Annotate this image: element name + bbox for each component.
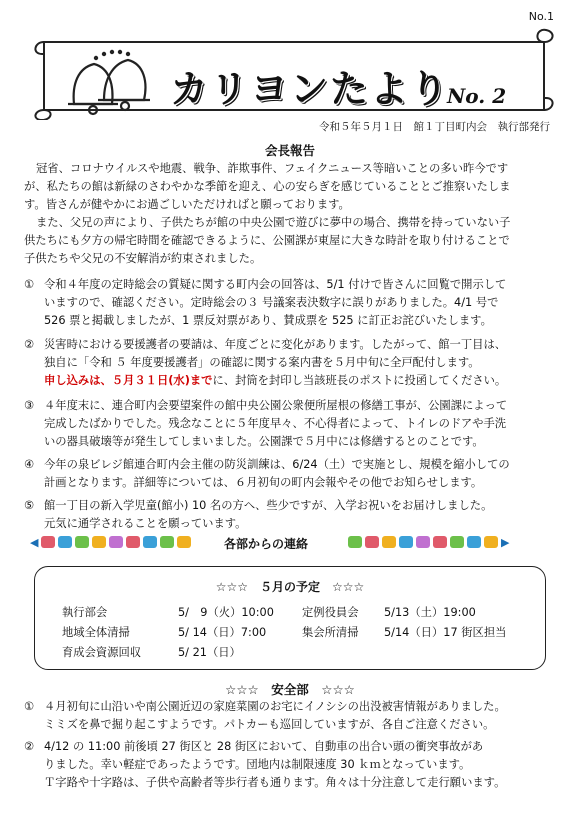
- item-line: [44, 372, 558, 390]
- flower-icon: [399, 536, 413, 548]
- flower-icon: [126, 536, 140, 548]
- safety-heading: ☆☆☆ 安全部 ☆☆☆: [225, 682, 355, 697]
- report-line: 供たちにも夕方の帰宅時間を確認できるように、公園課が東屋に大きな時計を取り付けることで: [24, 234, 510, 247]
- item-line: ４年度末に、連合町内会要望案件の館中央公園公衆便所屋根の修繕工事が、公園課によって: [44, 399, 508, 412]
- item-line: りました。幸い軽症であったようです。団地内は制限速度 30 ｋｍとなっています。: [44, 758, 471, 771]
- item-number: ⑤: [24, 499, 35, 512]
- item-line: 災害時における要援護者の要請は、年度ごとに変化があります。したがって、館一丁目は、: [44, 338, 507, 351]
- item-line: ４月初旬に山沿いや南公園近辺の家庭菜園のお宅にイノシシの出没被害情報がありました。: [44, 700, 506, 713]
- item-line-tail: に、封筒を封印し当該班長のポストに投函してください。: [212, 374, 507, 387]
- schedule-event-name: 集会所清掃: [302, 626, 359, 639]
- item-line: 館一丁目の新入学児童(館小) 10 名の方へ、些少ですが、入学お祝いをお届けしました。: [44, 499, 493, 512]
- report-line: が、私たちの館は新緑のさわやかな季節を迎え、心の安らぎを感じていることとご推察いたしま: [24, 180, 511, 193]
- issue-number: No. 2: [447, 84, 507, 108]
- item-number: ④: [24, 458, 35, 471]
- safety-item-2: [24, 738, 558, 792]
- deadline-notice: 申し込みは、５月３１日(水)まで: [44, 374, 213, 387]
- schedule-event-name: 地域全体清掃: [62, 626, 130, 639]
- flower-icon: [467, 536, 481, 548]
- report-heading: 会長報告: [264, 143, 315, 158]
- report-line: 冠省、コロナウイルスや地震、戦争、詐欺事件、フェイクニュース等暗いことの多い昨今です: [36, 162, 509, 175]
- schedule-event-date: 5/14（日）17 街区担当: [384, 626, 507, 639]
- flower-icon: [92, 536, 106, 548]
- flower-icon: [109, 536, 123, 548]
- report-item-4: [24, 456, 558, 492]
- flower-icon: [41, 536, 55, 548]
- report-line: また、父兄の声により、子供たちが館の中央公園で遊びに夢中の場合、携帯を持っていない子: [36, 216, 511, 229]
- report-body: [24, 160, 558, 268]
- flower-icon: [365, 536, 379, 548]
- bell-icon: [64, 46, 154, 120]
- schedule-event-date: 5/ 9（火）10:00: [178, 606, 274, 619]
- deco-row-left: [30, 533, 191, 551]
- item-line: 今年の泉ビレジ館連合町内会主催の防災訓練は、6/24（土）で実施とし、規模を縮小しての: [44, 458, 510, 471]
- dateline: 令和５年５月１日 館１丁目町内会 執行部発行: [319, 121, 550, 133]
- item-line: 計画となります。詳細等については、６月初旬の町内会報やその他でお知らせします。: [44, 476, 483, 489]
- arrow-right-icon: ▶: [501, 535, 510, 549]
- schedule-event-date: 5/13（土）19:00: [384, 606, 476, 619]
- item-line: 独自に「令和 ５ 年度要援護者」の確認に関する案内書を５月中旬に全戸配付します。: [44, 356, 480, 369]
- safety-item-1: [24, 698, 558, 734]
- item-number: ②: [24, 740, 35, 753]
- report-line: 子供たちや父兄の不安解消が約束されました。: [24, 252, 262, 265]
- item-line: 元気に通学されることを願っています。: [44, 517, 247, 530]
- flower-icon: [382, 536, 396, 548]
- flower-icon: [416, 536, 430, 548]
- item-number: ②: [24, 338, 35, 351]
- flower-icon: [58, 536, 72, 548]
- report-item-1: [24, 276, 558, 330]
- flower-icon: [143, 536, 157, 548]
- schedule-event-name: 執行部会: [62, 606, 108, 619]
- item-line: 4/12 の 11:00 前後頃 27 街区と 28 街区において、自動車の出合い頭の衝突事故があ: [44, 740, 484, 753]
- flower-icon: [484, 536, 498, 548]
- report-item-3: [24, 397, 558, 451]
- item-number: ①: [24, 278, 35, 291]
- divider-label: 各部からの連絡: [224, 537, 309, 551]
- flower-icon: [160, 536, 174, 548]
- report-item-5: [24, 497, 558, 533]
- item-line: Ｔ字路や十字路は、子供や高齢者等歩行者も通ります。角々は十分注意して走行願います。: [44, 776, 506, 789]
- schedule-event-date: 5/ 14（日）7:00: [178, 626, 267, 639]
- schedule-event-name: 定例役員会: [302, 606, 359, 619]
- flower-icon: [348, 536, 362, 548]
- report-item-2: [24, 336, 558, 390]
- flower-icon: [433, 536, 447, 548]
- flower-icon: [177, 536, 191, 548]
- report-line: す。皆さんが健やかにお過ごしいただければと願っております。: [24, 198, 350, 211]
- schedule-title: ☆☆☆ ５月の予定 ☆☆☆: [215, 580, 365, 594]
- schedule-event-name: 育成会資源回収: [62, 646, 142, 659]
- flower-icon: [450, 536, 464, 548]
- page-number: No.1: [528, 10, 554, 23]
- item-line: いの器具破壊等が発生してしまいました。公園課で５月中には修繕するとのことです。: [44, 435, 484, 448]
- item-number: ③: [24, 399, 35, 412]
- flower-icon: [75, 536, 89, 548]
- schedule-event-date: 5/ 21（日）: [178, 646, 241, 659]
- item-line: 526 票と掲載しましたが、1 票反対票があり、賛成票を 525 に訂正お詫びいたします。: [44, 314, 492, 327]
- item-line: ミミズを鼻で掘り起こすようです。パトカーも巡回していますが、各自ご注意ください。: [44, 718, 495, 731]
- newsletter-title: カリヨンたより: [170, 67, 451, 111]
- deco-row-right: [348, 533, 509, 551]
- item-number: ①: [24, 700, 35, 713]
- item-line: 令和４年度の定時総会の質疑に関する町内会の回答は、5/1 付けで皆さんに回覧で開示して: [44, 278, 507, 291]
- item-line: いますので、確認ください。定時総会の３ 号議案表決数字に誤りがありました。4/1 号で: [44, 296, 499, 309]
- item-line: 完成したばかりでした。残念なことに５年度早々、不心得者によって、トイレのドアや手洗: [44, 417, 507, 430]
- arrow-left-icon: ◀: [30, 535, 39, 549]
